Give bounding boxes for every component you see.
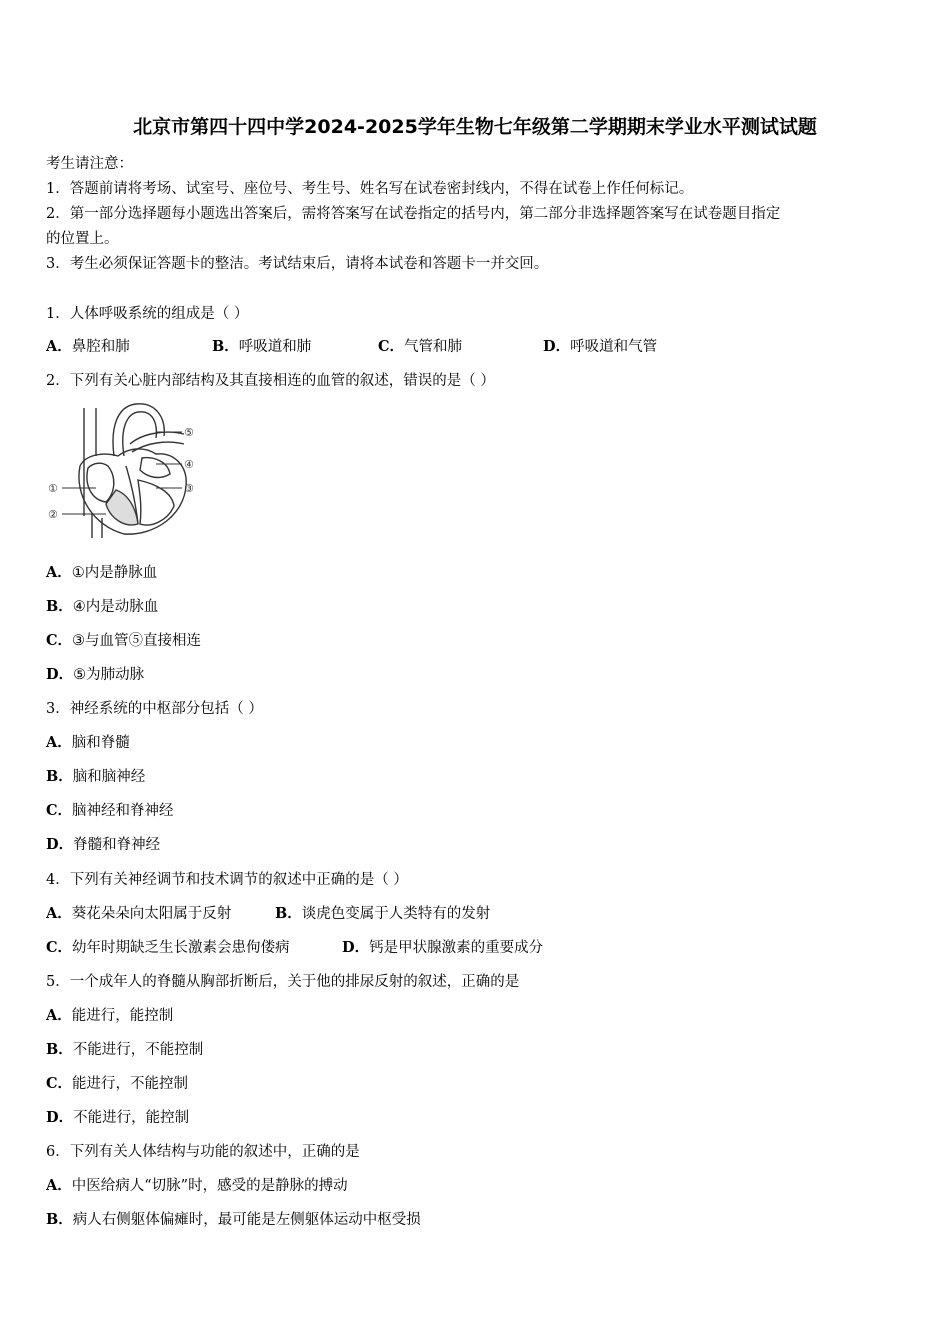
option-key: C． (46, 939, 73, 956)
option-text: ③与血管⑤直接相连 (72, 633, 202, 649)
q1-option-b[interactable] (212, 335, 311, 356)
option-key: A． (46, 564, 72, 581)
option-key: C． (378, 338, 405, 355)
q3-option-c[interactable] (46, 799, 174, 820)
option-key: D． (46, 836, 74, 853)
q1-option-d[interactable] (543, 335, 657, 356)
option-text: 呼吸道和肺 (238, 339, 312, 355)
option-key: A． (46, 734, 72, 751)
option-text: 脑和脊髓 (71, 735, 130, 751)
option-key: A． (46, 1177, 72, 1194)
option-key: B． (212, 338, 239, 355)
notice-item: 的位置上。 (46, 231, 119, 247)
q1-option-c[interactable] (378, 335, 462, 356)
q5-option-b[interactable] (46, 1038, 203, 1059)
option-key: B． (275, 905, 302, 922)
q5-option-c[interactable] (46, 1072, 188, 1093)
question-4-stem: 4．下列有关神经调节和技术调节的叙述中正确的是（ ） (46, 872, 408, 888)
option-key: A． (46, 338, 72, 355)
q5-option-d[interactable] (46, 1106, 189, 1127)
inferior-vena-cava (92, 514, 102, 538)
option-key: B． (46, 1041, 73, 1058)
option-text: 谈虎色变属于人类特有的发射 (301, 906, 491, 922)
option-text: 能进行，不能控制 (72, 1076, 189, 1092)
option-text: 钙是甲状腺激素的重要成分 (369, 940, 544, 956)
option-text: 鼻腔和肺 (71, 339, 130, 355)
page-title: 北京市第四十四中学2024-2025学年生物七年级第二学期期末学业水平测试试题 (133, 116, 817, 138)
option-text: 脊髓和脊神经 (73, 837, 161, 853)
option-key: B． (46, 1211, 73, 1228)
option-text: 气管和肺 (404, 339, 463, 355)
option-text: 脑和脑神经 (72, 769, 146, 785)
q6-option-a[interactable] (46, 1174, 348, 1195)
left-ventricle (138, 480, 174, 525)
option-text: ⑤为肺动脉 (73, 667, 145, 683)
q4-option-d[interactable] (342, 936, 543, 957)
question-3-stem: 3．神经系统的中枢部分包括（ ） (46, 701, 263, 717)
option-key: C． (46, 802, 73, 819)
figure-label-1: ① (48, 482, 58, 495)
option-key: D． (46, 1109, 74, 1126)
q1-option-a[interactable] (46, 335, 130, 356)
option-text: 脑神经和脊神经 (72, 803, 174, 819)
option-text: ①内是静脉血 (71, 565, 158, 581)
option-text: 呼吸道和气管 (570, 339, 658, 355)
option-key: B． (46, 768, 73, 785)
q3-option-d[interactable] (46, 833, 160, 854)
option-key: D． (543, 338, 571, 355)
figure-label-5: ⑤ (184, 426, 194, 439)
heart-diagram (44, 396, 204, 538)
question-5-stem: 5．一个成年人的脊髓从胸部折断后，关于他的排尿反射的叙述，正确的是 (46, 974, 520, 990)
q2-option-c[interactable] (46, 629, 201, 650)
option-text: 中医给病人“切脉”时，感受的是静脉的搏动 (71, 1178, 348, 1194)
option-text: ④内是动脉血 (72, 599, 159, 615)
option-key: C． (46, 1075, 73, 1092)
q4-option-b[interactable] (275, 902, 490, 923)
figure-label-2: ② (48, 508, 58, 521)
q2-option-d[interactable] (46, 663, 144, 684)
notice-item: 2．第一部分选择题每小题选出答案后，需将答案写在试卷指定的括号内，第二部分非选择题答案写在试卷题目指定 (46, 206, 781, 222)
notice-item: 1．答题前请将考场、试室号、座位号、考生号、姓名写在试卷密封线内，不得在试卷上作任何标记。 (46, 181, 694, 197)
option-text: 不能进行，不能控制 (72, 1042, 204, 1058)
vena-cava (84, 408, 96, 516)
question-6-stem: 6．下列有关人体结构与功能的叙述中，正确的是 (46, 1144, 360, 1160)
notice-item: 3．考生必须保证答题卡的整洁。考试结束后，请将本试卷和答题卡一并交回。 (46, 256, 549, 272)
q2-option-a[interactable] (46, 561, 157, 582)
question-2-stem: 2．下列有关心脏内部结构及其直接相连的血管的叙述，错误的是（ ） (46, 373, 495, 389)
option-key: A． (46, 905, 72, 922)
option-text: 能进行，能控制 (71, 1008, 174, 1024)
q6-option-b[interactable] (46, 1208, 421, 1229)
q2-option-b[interactable] (46, 595, 158, 616)
question-1-stem: 1．人体呼吸系统的组成是（ ） (46, 306, 249, 322)
q4-option-c[interactable] (46, 936, 290, 957)
option-text: 病人右侧躯体偏瘫时，最可能是左侧躯体运动中枢受损 (72, 1212, 421, 1228)
notice-heading: 考生请注意： (46, 156, 133, 172)
q3-option-b[interactable] (46, 765, 145, 786)
option-text: 葵花朵朵向太阳属于反射 (71, 906, 232, 922)
q3-option-a[interactable] (46, 731, 130, 752)
option-key: D． (46, 666, 74, 683)
option-text: 不能进行，能控制 (73, 1110, 190, 1126)
q5-option-a[interactable] (46, 1004, 173, 1025)
left-atrium (140, 458, 170, 478)
right-atrium (87, 463, 114, 502)
option-key: A． (46, 1007, 72, 1024)
figure-label-3: ③ (184, 482, 194, 495)
option-text: 幼年时期缺乏生长激素会患佝偻病 (72, 940, 290, 956)
figure-label-4: ④ (184, 458, 194, 471)
option-key: C． (46, 632, 73, 649)
option-key: D． (342, 939, 370, 956)
option-key: B． (46, 598, 73, 615)
q4-option-a[interactable] (46, 902, 231, 923)
